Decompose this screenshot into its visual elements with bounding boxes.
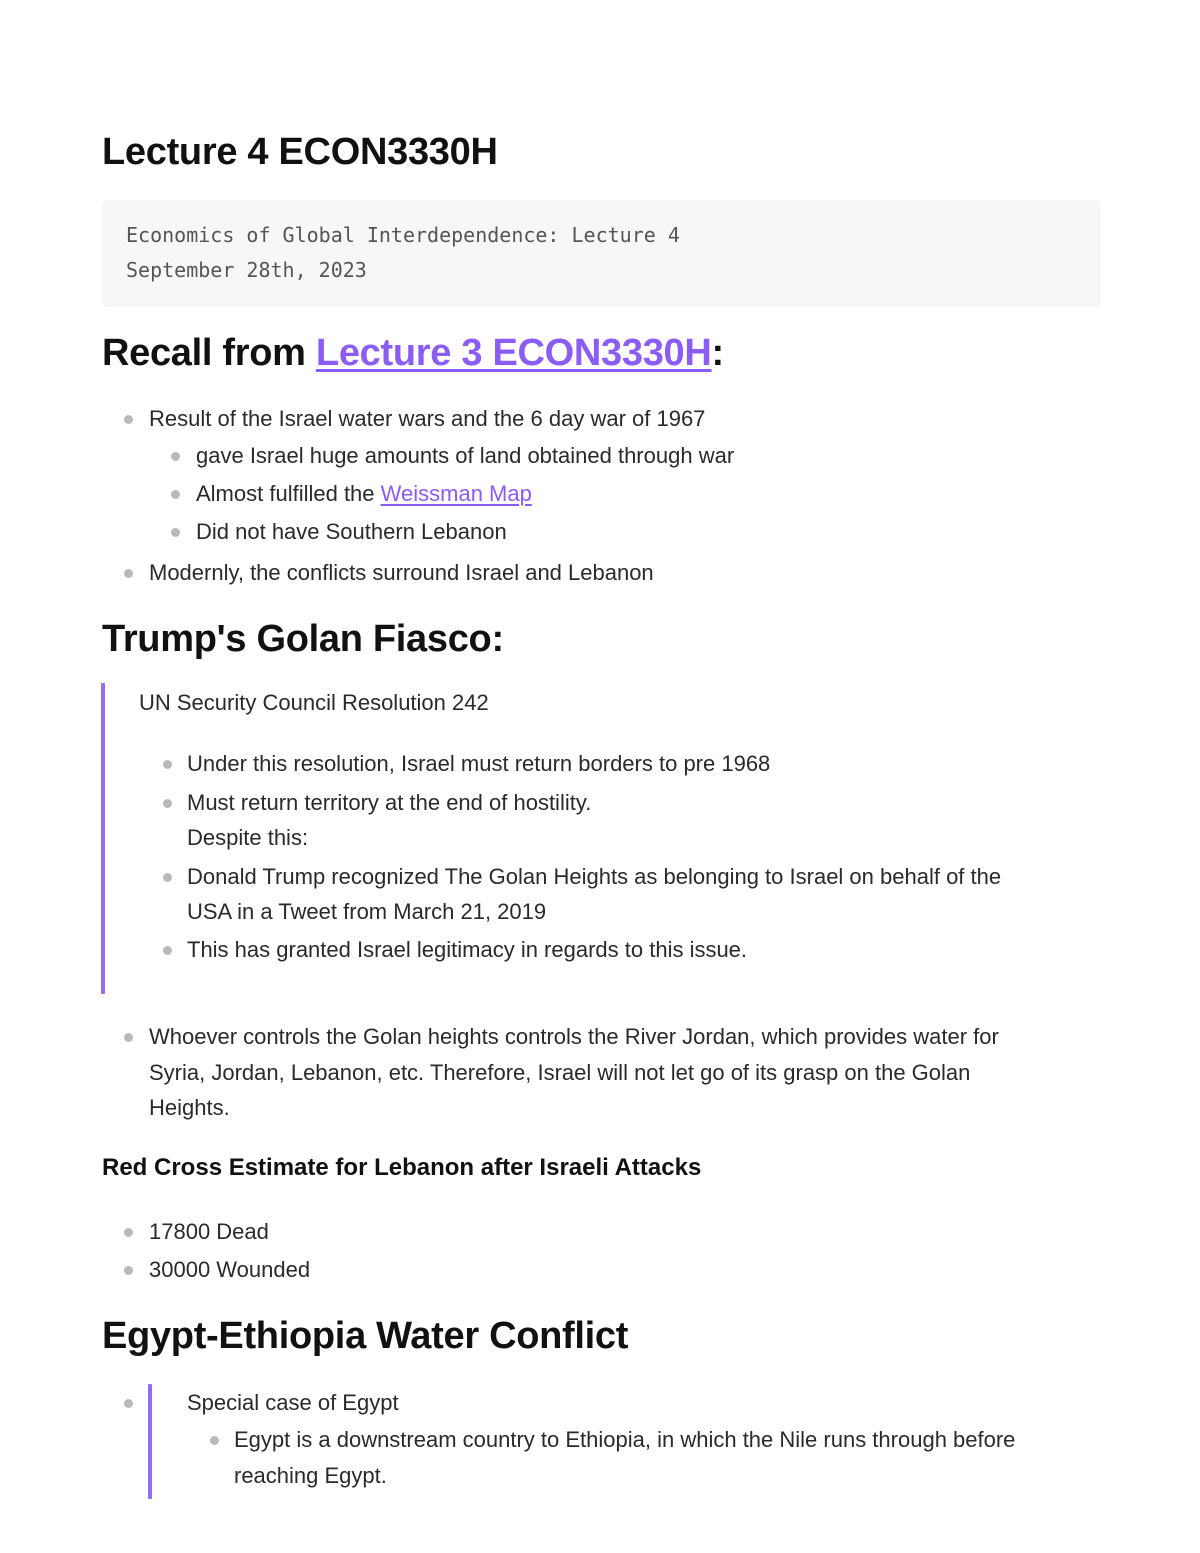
bullet-icon xyxy=(124,415,133,424)
quote-list-item-continuation: reaching Egypt. xyxy=(234,1463,387,1488)
list-item-text: Almost fulfilled the xyxy=(196,481,381,506)
bullet-icon xyxy=(171,452,180,461)
list-item-continuation: Heights. xyxy=(149,1095,230,1120)
list-item: 30000 Wounded xyxy=(149,1257,311,1282)
recall-heading-suffix: : xyxy=(711,332,724,374)
list-item: 17800 Dead xyxy=(149,1219,269,1244)
list-item: Whoever controls the Golan heights controls the River Jordan, which provides water for xyxy=(149,1024,999,1049)
bullet-icon xyxy=(171,490,180,499)
bullet-icon xyxy=(163,799,172,808)
quote-list-item: Donald Trump recognized The Golan Heights as belonging to Israel on behalf of the xyxy=(187,864,1002,889)
bullet-icon xyxy=(163,873,172,882)
quote-list-item: Must return territory at the end of hostility. xyxy=(187,790,592,815)
code-line-2: September 28th, 2023 xyxy=(126,258,367,282)
bullet-icon xyxy=(124,1399,133,1408)
recall-heading xyxy=(102,331,724,375)
list-item-continuation: Syria, Jordan, Lebanon, etc. Therefore, Israel will not let go of its grasp on the Golan xyxy=(149,1060,971,1085)
weissman-map-link[interactable]: Weissman Map xyxy=(380,481,532,506)
golan-heading: Trump's Golan Fiasco: xyxy=(102,618,504,660)
bullet-icon xyxy=(124,569,133,578)
bullet-icon xyxy=(124,1266,133,1275)
lecture-3-link[interactable]: Lecture 3 ECON3330H xyxy=(315,332,712,374)
list-item: Did not have Southern Lebanon xyxy=(196,519,507,544)
recall-heading-prefix: Recall from xyxy=(102,332,316,374)
bullet-icon xyxy=(124,1033,133,1042)
quote-list-item-continuation: USA in a Tweet from March 21, 2019 xyxy=(187,899,547,924)
quote-list-item: Under this resolution, Israel must return borders to pre 1968 xyxy=(187,751,771,776)
quote-bar xyxy=(101,683,105,994)
quote-list-item: Egypt is a downstream country to Ethiopia, in which the Nile runs through before xyxy=(234,1427,1016,1452)
bullet-icon xyxy=(171,528,180,537)
code-line-1: Economics of Global Interdependence: Lecture 4 xyxy=(126,223,680,247)
quote-title: UN Security Council Resolution 242 xyxy=(139,690,489,715)
list-item: Result of the Israel water wars and the 6 day war of 1967 xyxy=(149,406,706,431)
quote-title: Special case of Egypt xyxy=(187,1390,399,1415)
bullet-icon xyxy=(163,946,172,955)
bullet-icon xyxy=(163,760,172,769)
page-title: Lecture 4 ECON3330H xyxy=(102,131,498,173)
list-item xyxy=(196,476,532,512)
bullet-icon xyxy=(210,1436,219,1445)
bullet-icon xyxy=(124,1228,133,1237)
red-cross-heading: Red Cross Estimate for Lebanon after Israeli Attacks xyxy=(102,1154,702,1181)
list-item: Modernly, the conflicts surround Israel and Lebanon xyxy=(149,560,654,585)
code-block xyxy=(102,200,1101,307)
quote-list-item-continuation: Despite this: xyxy=(187,825,309,850)
quote-list-item: This has granted Israel legitimacy in regards to this issue. xyxy=(187,937,748,962)
egypt-heading: Egypt-Ethiopia Water Conflict xyxy=(102,1315,629,1357)
quote-bar xyxy=(148,1384,152,1499)
list-item: gave Israel huge amounts of land obtained through war xyxy=(196,443,735,468)
